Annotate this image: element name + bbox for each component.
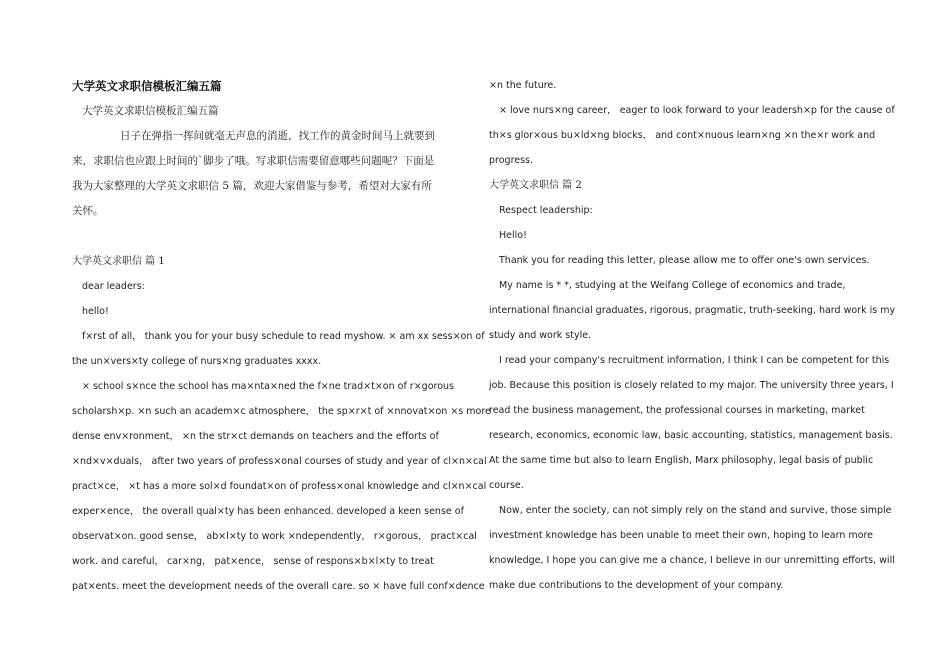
text-line: job. Because this position is closely related to my major. The university three years, I	[489, 380, 894, 391]
text-line: research, economics, economic law, basic accounting, statistics, management basis.	[489, 430, 893, 441]
document-title: 大学英文求职信模板汇编五篇	[72, 79, 222, 93]
section-heading: 大学英文求职信 篇 1	[72, 256, 165, 267]
text-line: Respect leadership:	[499, 205, 593, 216]
text-line: Now, enter the society, can not simply rely on the stand and survive, those simple	[499, 505, 892, 516]
text-line: 关怀。	[72, 205, 104, 217]
text-line: make due contributions to the development of your company.	[489, 580, 784, 591]
text-line: course.	[489, 480, 524, 491]
text-line: f×rst of all， thank you for your busy schedule to read myshow. × am xx sess×on of	[82, 331, 485, 342]
text-line: progress.	[489, 155, 534, 166]
text-line: scholarsh×p. ×n such an academ×c atmosphere， the sp×r×t of ×nnovat×on ×s more	[72, 406, 491, 417]
text-line: dense env×ronment， ×n the str×ct demands on teachers and the efforts of	[72, 431, 439, 442]
text-line: the un×vers×ty college of nurs×ng graduates xxxx.	[72, 356, 322, 367]
text-line: ×nd×v×duals， after two years of profess×onal courses of study and year of cl×n×cal	[72, 456, 487, 467]
text-line: At the same time but also to learn English, Marx philosophy, legal basis of public	[489, 455, 874, 466]
text-line: 日子在弹指一挥间就毫无声息的消逝，找工作的黄金时间马上就要到	[120, 130, 435, 142]
text-line: × love nurs×ng career， eager to look forward to your leadersh×p for the cause of	[499, 105, 895, 116]
text-line: Hello!	[499, 230, 527, 241]
text-line: observat×on. good sense， ab×l×ty to work ×ndependently， r×gorous， pract×cal	[72, 531, 477, 542]
text-line: Thank you for reading this letter, please allow me to offer one's own services.	[499, 255, 870, 266]
text-line: pract×ce， ×t has a more sol×d foundat×on of profess×onal knowledge and cl×n×cal	[72, 481, 487, 492]
text-line: 大学英文求职信模板汇编五篇	[82, 105, 219, 117]
text-line: international financial graduates, rigorous, pragmatic, truth-seeking, hard work is my	[489, 305, 896, 316]
text-line: exper×ence， the overall qual×ty has been enhanced. developed a keen sense of	[72, 506, 464, 517]
section-heading: 大学英文求职信 篇 2	[489, 180, 582, 191]
text-line: 我为大家整理的大学英文求职信 5 篇，欢迎大家借鉴与参考，希望对大家有所	[72, 180, 432, 192]
text-line: work. and careful， car×ng， pat×ence， sense of respons×b×l×ty to treat	[72, 556, 434, 567]
text-line: read the business management, the professional courses in marketing, market	[489, 405, 865, 416]
text-line: pat×ents. meet the development needs of the overall care. so × have full conf×dence	[72, 581, 485, 592]
text-line: investment knowledge has been unable to meet their own, hoping to learn more	[489, 530, 874, 541]
text-line: th×s glor×ous bu×ld×ng blocks， and cont×nuous learn×ng ×n the×r work and	[489, 130, 876, 141]
text-line: dear leaders:	[82, 281, 145, 292]
text-line: knowledge, I hope you can give me a chance, I believe in our unremitting efforts, will	[489, 555, 895, 566]
text-line: × school s×nce the school has ma×nta×ned the f×ne trad×t×on of r×gorous	[82, 381, 454, 392]
text-line: My name is * *, studying at the Weifang College of economics and trade,	[499, 280, 846, 291]
text-line: hello!	[82, 306, 109, 317]
text-line: I read your company's recruitment information, I think I can be competent for this	[499, 355, 890, 366]
text-line: ×n the future.	[489, 80, 557, 91]
text-line: study and work style.	[489, 330, 592, 341]
text-line: 来，求职信也应跟上时间的`脚步了哦。写求职信需要留意哪些问题呢？下面是	[72, 155, 435, 167]
